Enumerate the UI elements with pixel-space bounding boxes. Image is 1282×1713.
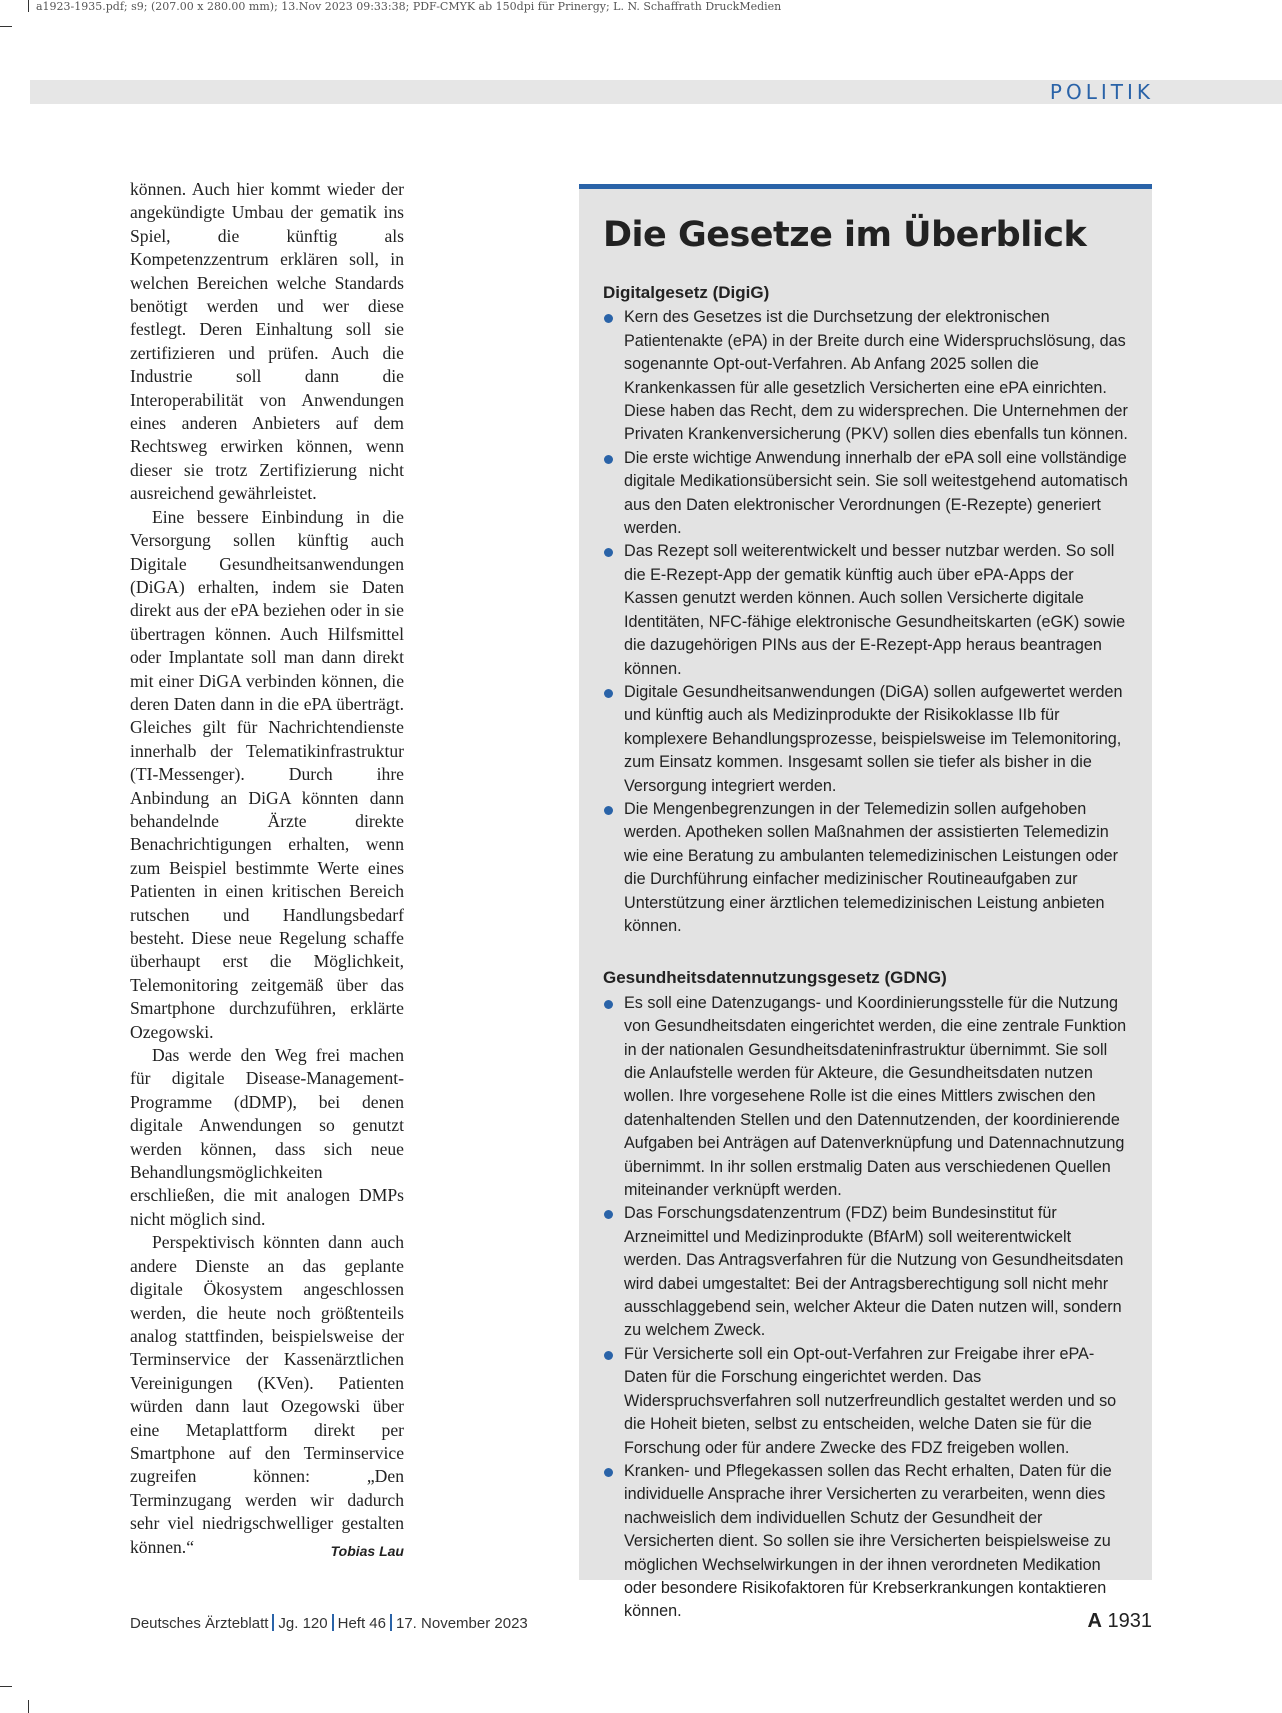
footer-separator — [390, 1614, 392, 1631]
article-paragraph: Das werde den Weg frei machen für digitale Disease-Management-Programme (dDMP), bei denen digitale Anwendungen so genutzt werden können, dass sich neue Behandlungsmöglichkeiten erschließen, die mit analogen DMPs nicht möglich sind. — [130, 1045, 404, 1229]
crop-mark-top-left — [0, 26, 12, 27]
bullet-item: Digitale Gesundheitsanwendungen (DiGA) sollen aufgewertet werden und künftig auch als Medizinprodukte der Risikoklasse IIb für komplexere Behandlungsprozesse, beispielsweise im Telemonitoring, zum Einsatz kommen. Insgesamt sollen sie tiefer als bisher in die Versorgung integriert werden. — [603, 681, 1128, 798]
digig-bullet-list — [603, 306, 1128, 938]
crop-mark-top-left-v — [28, 0, 29, 12]
bullet-item: Das Forschungsdatenzentrum (FDZ) beim Bundesinstitut für Arzneimittel und Medizinprodukte (BfArM) soll weiterentwickelt werden. Das Antragsverfahren für die Nutzung von Gesundheitsdaten wird dabei umgestaltet: Bei der Antragsberechtigung soll nicht mehr ausschlaggebend sein, welcher Akteur die Daten nutzen will, sondern zu welchem Zweck. — [603, 1202, 1128, 1342]
journal-volume: Jg. 120 — [278, 1615, 328, 1632]
author-name: Tobias Lau — [330, 1542, 404, 1559]
law-heading-digig: Digitalgesetz (DigiG) — [603, 283, 770, 302]
bullet-item: Die erste wichtige Anwendung innerhalb der ePA soll eine vollständige digitale Medikationsübersicht sein. Sie soll weitestgehend automatisch aus den Daten elektronischer Verordnungen (E-Rezepte) generiert werden. — [603, 447, 1128, 541]
bullet-item: Die Mengenbegrenzungen in der Telemedizin sollen aufgehoben werden. Apotheken sollen Maßnahmen der assistierten Telemedizin wie eine Beratung zu ambulanten telemedizinischen Leistungen oder die Durchführung einfacher medizinischer Routineaufgaben zur Unterstützung einer ärztlichen telemedizinischen Leistung anbieten können. — [603, 798, 1128, 938]
journal-name: Deutsches Ärzteblatt — [130, 1615, 269, 1632]
print-info: a1923-1935.pdf; s9; (207.00 x 280.00 mm); 13.Nov 2023 09:33:38; PDF-CMYK ab 150dpi für Prinergy; L. N. Schaffrath DruckMedien — [36, 0, 782, 13]
bullet-item: Es soll eine Datenzugangs- und Koordinierungsstelle für die Nutzung von Gesundheitsdaten eingerichtet werden, die eine zentrale Funktion in der nationalen Gesundheitsdateninfrastruktur übernimmt. Sie soll die Anlaufstelle werden für Akteure, die Gesundheitsdaten nutzen wollen. Ihre vorgesehene Rolle ist die eines Mittlers zwischen den datenhaltenden Stellen und den Datennutzenden, der koordinierende Aufgaben bei Anträgen auf Datenverknüpfung und Datennachnutzung übernimmt. In ihr sollen erstmalig Daten aus verschiedenen Quellen miteinander verknüpft werden. — [603, 992, 1128, 1203]
page-number-value: 1931 — [1107, 1610, 1152, 1632]
article-paragraph — [130, 1231, 404, 1559]
footer-separator — [332, 1614, 334, 1631]
crop-mark-bottom-left-v — [28, 1700, 29, 1713]
article-paragraph: Eine bessere Einbindung in die Versorgung sollen künftig auch Digitale Gesundheitsanwendungen (DiGA) erhalten, indem sie Daten direkt aus der ePA beziehen oder in sie übertragen können. Auch Hilfsmittel oder Implantate soll man dann direkt mit einer DiGA verbinden können, die deren Daten dann in die ePA überträgt. Gleiches gilt für Nachrichtendienste innerhalb der Telematikinfrastruktur (TI-Messenger). Durch ihre Anbindung an DiGA könnten dann behandelnde Ärzte direkte Benachrichtigungen erhalten, wenn zum Beispiel bestimmte Werte eines Patienten in einen kritischen Bereich rutschen und Handlungsbedarf besteht. Diese neue Regelung schaffe überhaupt erst die Möglichkeit, Telemonitoring zeitgemäß über das Smartphone durchzuführen, erklärte Ozegowski. — [130, 506, 404, 1042]
bullet-item: Kranken- und Pflegekassen sollen das Recht erhalten, Daten für die individuelle Ansprache ihrer Versicherten zu verarbeiten, wenn dies nachweislich dem individuellen Schutz der Gesundheit der Versicherten dient. So sollen sie ihre Versicherten beispielsweise zu möglichen Wechselwirkungen in der ihnen verordneten Medikation oder besondere Risikofaktoren für Krebserkrankungen kontaktieren können. — [603, 1460, 1128, 1624]
article-paragraph-text: Perspektivisch könnten dann auch andere Dienste an das geplante digitale Ökosystem angeschlossen werden, die heute noch größtenteils analog stattfinden, beispielsweise der Terminservice der Kassenärztlichen Vereinigungen (KVen). Patienten würden dann laut Ozegowski über eine Metaplattform direkt per Smartphone auf den Terminservice zugreifen können: „Den Terminzugang werden wir dadurch sehr viel niedrigschwelliger gestalten können.“ — [130, 1232, 404, 1557]
article-column — [130, 178, 404, 1563]
crop-mark-bottom-left — [0, 1686, 12, 1687]
box-title: Die Gesetze im Überblick — [603, 215, 1087, 255]
bullet-item: Kern des Gesetzes ist die Durchsetzung der elektronischen Patientenakte (ePA) in der Breite durch eine Widerspruchslösung, das sogenannte Opt-out-Verfahren. Ab Anfang 2025 sollen die Krankenkassen für alle gesetzlich Versicherten eine ePA einrichten. Diese haben das Recht, dem zu widersprechen. Die Unternehmen der Privaten Krankenversicherung (PKV) sollen dies ebenfalls tun können. — [603, 306, 1128, 446]
article-paragraph: können. Auch hier kommt wieder der angekündigte Umbau der gematik ins Spiel, die künftig als Kompetenzzentrum erklären soll, in welchen Bereichen welche Standards benötigt werden und wer diese festlegt. Deren Einhaltung soll sie zertifizieren und prüfen. Auch die Industrie soll dann die Interoperabilität von Anwendungen eines anderen Anbieters auf dem Rechtsweg erwirken können, wenn dieser sie trotz Zertifizierung nicht ausreichend gewährleistet. — [130, 179, 404, 504]
footer-separator — [272, 1614, 274, 1631]
journal-issue: Heft 46 — [337, 1615, 386, 1632]
page-number — [1087, 1610, 1152, 1633]
bullet-item: Für Versicherte soll ein Opt-out-Verfahren zur Freigabe ihrer ePA-Daten für die Forschung eingerichtet werden. Das Widerspruchsverfahren soll nutzerfreundlich gestaltet werden und so die Hoheit bieten, selbst zu entscheiden, welche Daten sie für die Forschung oder für andere Zwecke des FDZ freigeben wollen. — [603, 1343, 1128, 1460]
box-body — [603, 281, 1128, 1624]
page-prefix: A — [1087, 1610, 1102, 1632]
gdng-bullet-list — [603, 992, 1128, 1624]
law-heading-gdng: Gesundheitsdatennutzungsgesetz (GDNG) — [603, 968, 947, 988]
bullet-item: Das Rezept soll weiterentwickelt und besser nutzbar werden. So soll die E-Rezept-App der gematik künftig auch über ePA-Apps der Kassen genutzt werden können. Auch sollen Versicherte digitale Identitäten, NFC-fähige elektronische Gesundheitskarten (eGK) sowie die dazugehörigen PINs aus der E-Rezept-App heraus beantragen können. — [603, 540, 1128, 680]
journal-date: 17. November 2023 — [396, 1615, 528, 1632]
section-label: POLITIK — [1049, 80, 1154, 104]
footer-citation — [130, 1614, 528, 1632]
